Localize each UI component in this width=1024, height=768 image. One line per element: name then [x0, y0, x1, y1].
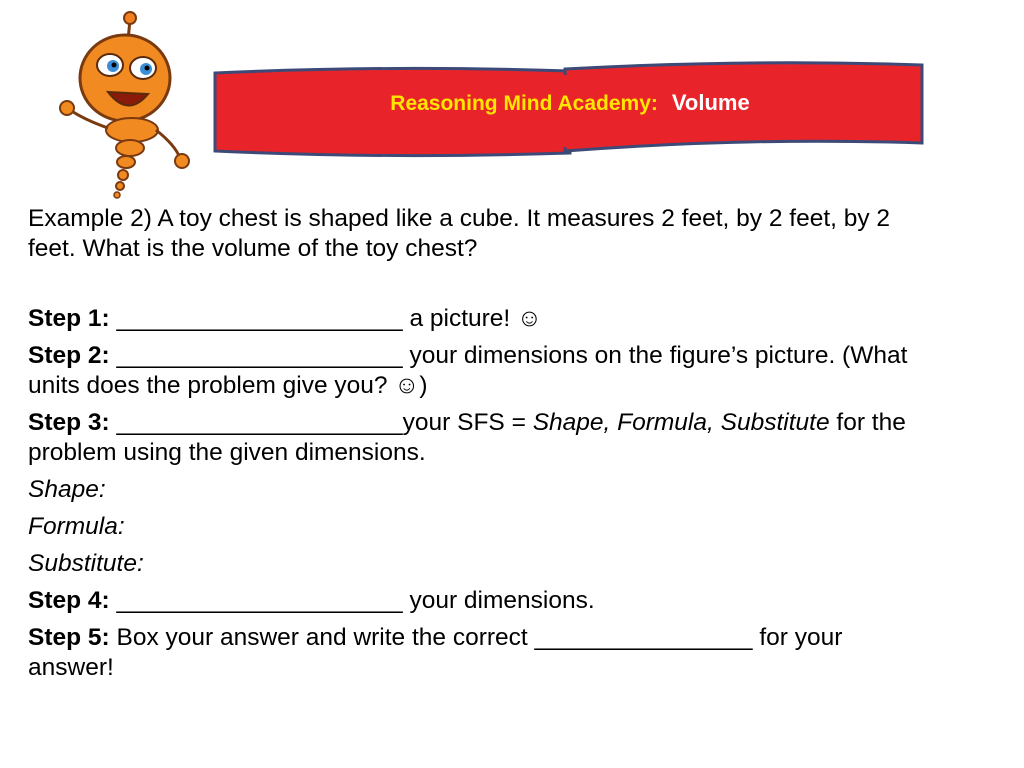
substitute-text: Substitute: — [28, 550, 144, 577]
step-3-text-end: for the problem using the given dimensions. — [28, 409, 906, 466]
smiley-face-icon: ☺ — [517, 305, 543, 332]
example-question: Example 2) A toy chest is shaped like a cube. It measures 2 feet, by 2 feet, by 2 feet. What is the volume of the toy chest? — [28, 205, 891, 262]
smiley-face-icon: ☺ — [394, 372, 420, 399]
shape-text: Shape: — [28, 476, 106, 503]
step-3 — [28, 408, 928, 468]
step-2 — [28, 341, 928, 401]
step-5-text-end: for your answer! — [28, 624, 843, 681]
step-2-text: your dimensions on the figure’s picture. (What units does the problem give you? — [28, 342, 908, 399]
step-3-text: your SFS = — [402, 409, 533, 436]
step-2-label: Step 2: — [28, 342, 110, 369]
step-1 — [28, 304, 928, 334]
step-1-blank: _____________________ — [116, 305, 403, 332]
academy-name: Reasoning Mind Academy: — [390, 92, 658, 115]
step-4-blank: _____________________ — [116, 587, 403, 614]
step-4-text: your dimensions. — [402, 587, 595, 614]
step-3-blank: _____________________ — [116, 409, 403, 436]
step-2-blank: _____________________ — [116, 342, 403, 369]
step-3-sfs: Shape, Formula, Substitute — [532, 409, 830, 436]
step-5-blank: ________________ — [534, 624, 753, 651]
step-3-label: Step 3: — [28, 409, 110, 436]
substitute-label — [28, 549, 928, 579]
worksheet-content — [28, 204, 928, 690]
shape-label — [28, 475, 928, 505]
banner-title — [210, 90, 930, 116]
step-4 — [28, 586, 928, 616]
formula-text: Formula: — [28, 513, 125, 540]
step-1-text: a picture! — [402, 305, 518, 332]
step-1-label: Step 1: — [28, 305, 110, 332]
step-2-text-end: ) — [419, 372, 428, 399]
step-5-text: Box your answer and write the correct — [109, 624, 535, 651]
formula-label — [28, 512, 928, 542]
step-5 — [28, 623, 928, 683]
step-4-label: Step 4: — [28, 587, 110, 614]
cartoon-mascot-icon — [40, 10, 210, 205]
topic-title: Volume — [671, 90, 750, 115]
step-5-label: Step 5: — [28, 624, 110, 651]
